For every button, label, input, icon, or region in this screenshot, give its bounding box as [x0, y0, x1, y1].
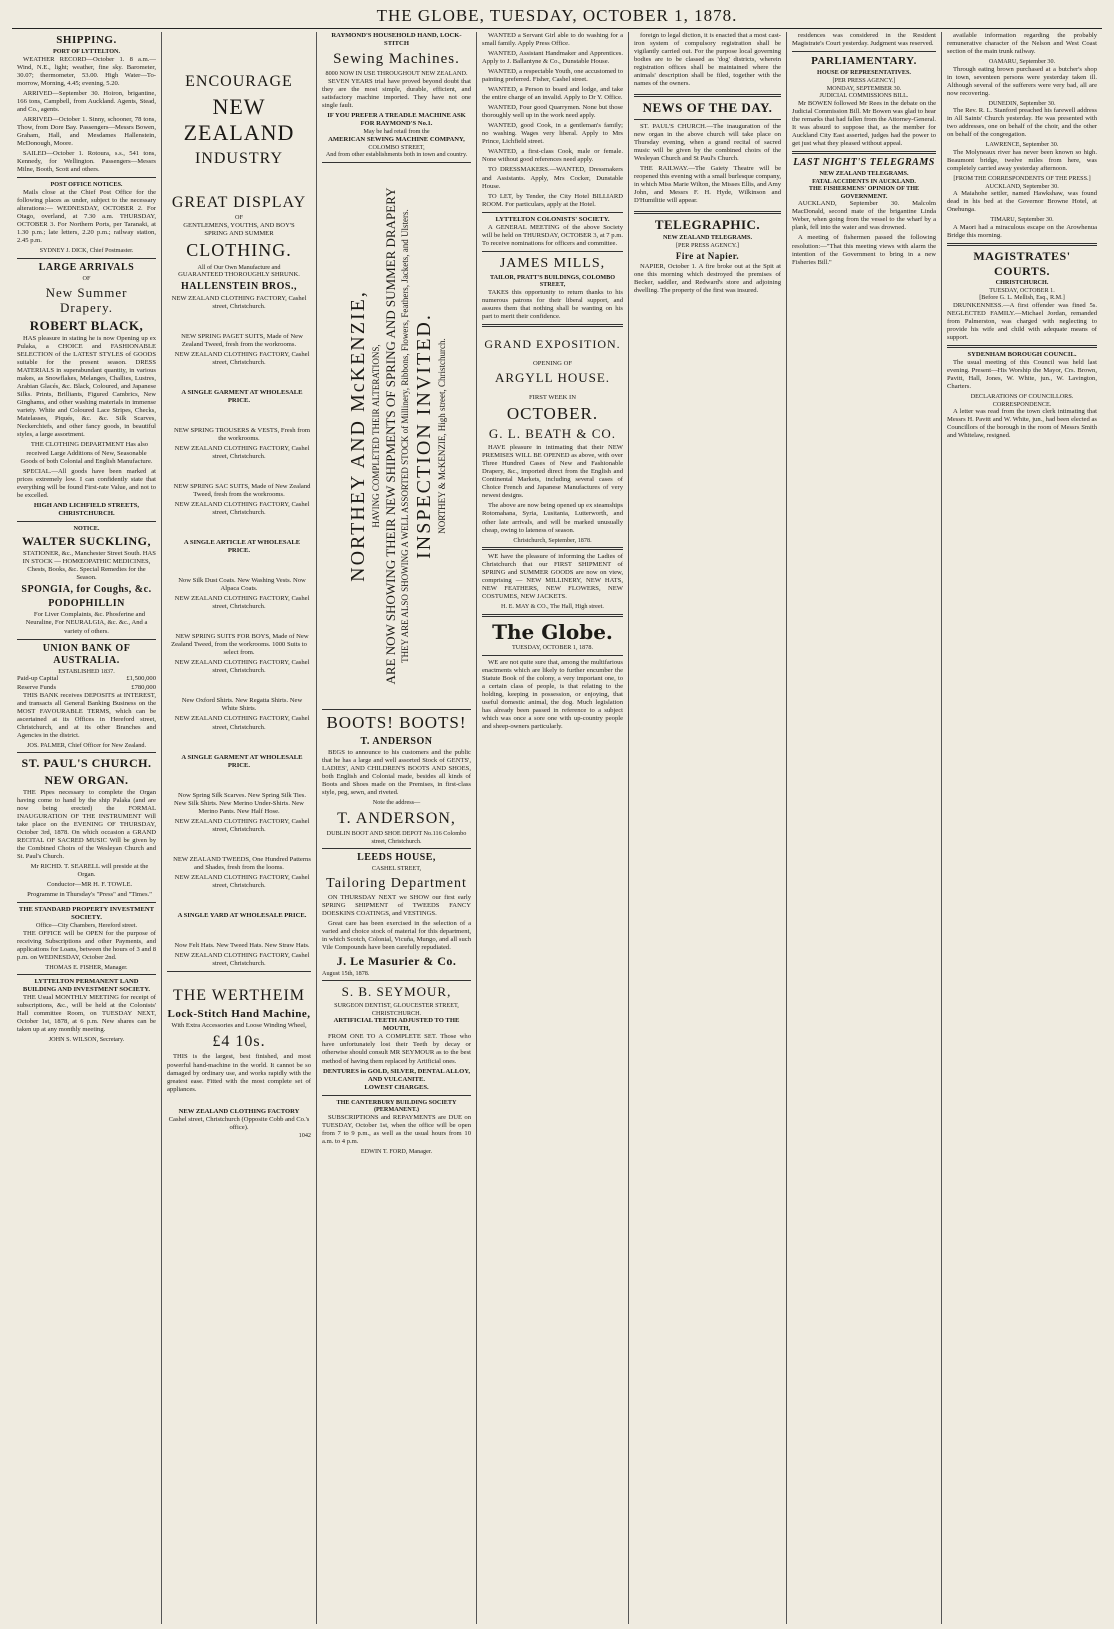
sailed-list: SAILED—October 1. Rotoura, s.s., 541 tons, Kennedy, for Wellington. Passengers—Messrs Milne, Booth, Scott and others.	[17, 150, 156, 174]
inspection-invited: INSPECTION INVITED.	[412, 312, 435, 559]
bank-body: THIS BANK receives DEPOSITS at INTEREST, and transacts all General Banking Business on the MOST FAVOURABLE TERMS, which can be ascertained at its Offices in Hereford street, Christchurch, and at its other Branches and Agencies in the district.	[17, 691, 156, 739]
press-agency: [PER PRESS AGENCY.]	[676, 241, 739, 249]
industry-heading: INDUSTRY	[194, 150, 283, 168]
nz-telegrams: NEW ZEALAND TELEGRAMS.	[663, 234, 752, 242]
robert-black-address: HIGH AND LICHFIELD STREETS, CHRISTCHURCH.	[33, 501, 140, 517]
summer-drapery-heading: New Summer Drapery.	[45, 284, 128, 316]
telegram-body: AUCKLAND, September 30. Malcolm MacDonald, second mate of the brigantine Linda Weber, when going from the vessel to the wharf by a plank, fell into the water and was drowned.	[792, 200, 936, 232]
clothing-item: NEW SPRING TROUSERS & VESTS, Fresh from the workrooms.	[173, 426, 311, 442]
boots-heading: BOOTS! BOOTS!	[326, 712, 467, 732]
argyll-heading: ARGYLL HOUSE.	[494, 369, 611, 385]
mills-body: TAKES this opportunity to return thanks to his numerous patrons for their liberal support, and assures them that nothing shall be wanting on his part to merit their confidence.	[482, 288, 623, 321]
wanted-ad: WANTED, Four good Quarrymen. None but those thoroughly well up in the work need apply.	[482, 104, 623, 120]
fishermen-heading: THE FISHERMENS' OPINION OF THE GOVERNMENT.	[808, 185, 920, 200]
post-office-heading: POST OFFICE NOTICES.	[50, 181, 123, 189]
bank-capital-table: Paid-up Capital £1,500,000 Reserve Funds £780,000	[17, 675, 156, 691]
column-6	[787, 32, 942, 1624]
hallenstein-heading: HALLENSTEIN BROS.,	[181, 281, 297, 293]
parliament-body: Mr BOWEN followed Mr Rees in the debate on the Judicial Commission Bill. Mr Bowen was glad to hear the remarks that had fallen from the Attorney-General. It was absurd to suppose that, as the member for Auckland City East asserted, judges had the power to get just what they pleased without appeal.	[792, 99, 936, 147]
wanted-ad: WANTED, Assistant Handmaker and Apprentices. Apply to J. Ballantyne & Co., Dunstable House.	[482, 50, 623, 66]
news-of-the-day: NEWS OF THE DAY.	[642, 100, 773, 116]
timaru-body: A Maori had a miraculous escape on the Arowhenua Bridge this morning.	[947, 223, 1097, 239]
clothing-item: A SINGLE GARMENT AT WHOLESALE PRICE.	[181, 388, 303, 404]
lawrence-line: LAWRENCE, September 30.	[985, 141, 1059, 149]
cashel-bottom: Cashel street, Christchurch (Opposite Cobb and Co.'s office).	[168, 1115, 310, 1131]
union-bank-heading: UNION BANK OF AUSTRALIA.	[42, 642, 131, 666]
arrived-list: ARRIVED—September 30. Hoiron, brigantine, 166 tons, Campbell, from Auckland. Agents, Stead, and Co., agents.	[17, 90, 156, 114]
clothing-item: A SINGLE YARD AT WHOLESALE PRICE.	[177, 911, 307, 919]
october-heading: OCTOBER.	[506, 403, 599, 423]
masthead-rule	[12, 28, 1102, 29]
dunedin-body: The Rev. R. L. Stanford preached his farewell address in All Saints' Church yesterday. He was presented with two addresses, one on behalf of the choir, and the other on behalf of the congregation.	[947, 107, 1097, 139]
dublin-line: DUBLIN BOOT AND SHOE DEPOT No.116 Colombo street, Christchurch.	[326, 830, 467, 845]
robert-black-body: HAS pleasure in stating he is now Opening up ex Pulaka, a CHOICE and FASHIONABLE SELECTION of the LATEST STYLES of GOODS suitable for the present season. DRESS MATERIALS in superabundant quantity, in various makes, as Snowflakes, Melanges, Challies, Lustres, Arabian Glacés, &c. Black, Coloured, and Japanese Silks. Prints, Brilliants, Figured Cambrics, New Ginghams, and other washing materials in immense variety. White and Coloured Lace Stripes, Checks, Matelasses, Piqués, &c. &c. Silk Scarves, Neckerchiefs, and other fancy goods, in beautiful styles, a large assortment.	[17, 335, 156, 439]
colombo-line: COLOMBO STREET,	[368, 143, 425, 151]
column-5	[629, 32, 787, 1624]
magistrates-body: DRUNKENNESS.—A first offender was fined 5s. NEGLECTED FAMILY.—Michael Jordan, remanded from Palmerston, was charged with neglecting to provide his wife and child with adequate means of support.	[947, 301, 1097, 342]
beath-date: Christchurch, September, 1878.	[513, 536, 592, 544]
sold-line: 8000 NOW IN USE THROUGHOUT NEW ZEALAND.	[325, 70, 468, 78]
wanted-ad: WANTED, good Cook, in a gentleman's family; no washing. Wages very liberal. Apply to Mrs Prince, Lichfield street.	[482, 122, 623, 146]
leader-body: WE are not quite sure that, among the multifarious enactments which are likely to further encumber the Statute Book of the colony, a very important one, to a certain class of people, is that relating to the holding, keeping in possession, or enjoying, that useful domestic animal, the dog. Much legislation has already been passed in reference to a subject which was once a sore one with up-country people and sheep-owners particularly.	[482, 658, 623, 731]
wanted-ad: WANTED, a respectable Youth, one accustomed to painting preferred. Fisher, Cashel street.	[482, 68, 623, 84]
may-sign: H. E. MAY & CO., The Hall, High street.	[501, 603, 604, 611]
great-display-heading: GREAT DISPLAY	[171, 193, 307, 211]
dentures-line: DENTURES in GOLD, SILVER, DENTAL ALLOY, AND VULCANITE.	[322, 1067, 471, 1083]
fire-body: NAPIER, October 1. A fire broke out at the Spit at one this morning which destroyed the premises of Becker, saddler, and Redward's store and adjoining dwelling. The property of the first was insured.	[634, 263, 781, 295]
monday-line: MONDAY, SEPTEMBER 30.	[826, 84, 902, 92]
established-line: ESTABLISHED 1837.	[58, 667, 115, 675]
walter-suckling-sub: STATIONER, &c., Manchester Street South. HAS IN STOCK — HOMŒOPATHIC MEDICINES, Chests, Books, &c. Special Remedies for the Season.	[22, 549, 156, 582]
canterbury-heading: THE CANTERBURY BUILDING SOCIETY (PERMANENT.)	[336, 1098, 457, 1114]
surgeon-line: SURGEON DENTIST, GLOUCESTER STREET, CHRISTCHURCH.	[334, 1002, 459, 1017]
clothing-item: NEW ZEALAND TWEEDS, One Hundred Patterns and Shades, fresh from the looms.	[173, 855, 311, 871]
leeds-heading: LEEDS HOUSE,	[357, 852, 436, 864]
boots-body: BEGS to announce to his customers and the public that he has a large and well assorted Stock of GENTS', LADIES', AND CHILDREN'S BOOTS AND SHOES, both English and Colonial made, besides all kinds of Boots and Shoes made on the Premises, in first-class style, peg, sewn, and riveted.	[322, 748, 471, 796]
cashel-line: CASHEL STREET,	[371, 865, 422, 873]
spongia-line: SPONGIA, for Coughs, &c.	[21, 584, 152, 596]
clothing-items: NEW SPRING PAGET SUITS, Made of New Zealand Tweed, fresh from the workrooms. NEW ZEALAND CLOTHING FACTORY, Cashel street, Christchurch. A SINGLE GARMENT AT WHOLESALE PRICE. NEW SPRING TROUSERS & VESTS, Fresh from the workrooms. NEW ZEALAND CLOTHING FACTORY, Cashel street, Christchurch. NEW SPRING SAC SUITS, Made of New Zealand Tweed, fresh from the workrooms. NEW ZEALAND CLOTHING FACTORY, Cashel street, Christchurch. A SINGLE ARTICLE AT WHOLESALE PRICE. Now Silk Dust Coats. New Washing Vests. Now Alpaca Coats. NEW ZEALAND CLOTHING FACTORY, Cashel street, Christchurch. NEW SPRING SUITS FOR BOYS, Made of New Zealand Tweed, from the workrooms. 1000 Suits to select from. NEW ZEALAND CLOTHING FACTORY, Cashel street, Christchurch. New Oxford Shirts. New Regatta Shirts. New White Shirts. NEW ZEALAND CLOTHING FACTORY, Cashel street, Christchurch. A SINGLE GARMENT AT WHOLESALE PRICE. Now Spring Silk Scarves. New Spring Silk Ties. New Silk Shirts. New Merino Under-Shirts. New Merino Pants. New Half Hose. NEW ZEALAND CLOTHING FACTORY, Cashel street, Christchurch. NEW ZEALAND TWEEDS, One Hundred Patterns and Shades, fresh from the looms. NEW ZEALAND CLOTHING FACTORY, Cashel street, Christchurch. A SINGLE YARD AT WHOLESALE PRICE. Now Felt Hats. New Tweed Hats. New Straw Hats. NEW ZEALAND CLOTHING FACTORY, Cashel street, Christchurch.	[167, 333, 311, 968]
weather-record: WEATHER RECORD—October 1. 8 a.m.—Wind, N.E., light; weather, fine sky. Barometer, 30.07; thermometer, 53.00. High Water—To-morrow, Morning, 4.45; evening, 5.20.	[17, 55, 156, 88]
aug-line: August 15th, 1878.	[322, 969, 370, 977]
clothing-item: NEW SPRING PAGET SUITS, Made of New Zealand Tweed, fresh from the workrooms.	[181, 332, 303, 348]
standard-body: THE OFFICE will be OPEN for the purpose of receiving Subscriptions and other Payments, and applications for Loans, between the hours of 3 and 8 p.m. on WEDNESDAY, October 2nd.	[17, 929, 156, 961]
standard-sub: Office—City Chambers, Hereford street.	[35, 922, 138, 930]
magistrates-heading: MAGISTRATES' COURTS.	[973, 248, 1071, 278]
correspondence-line: CORRESPONDENCE.	[992, 400, 1052, 408]
shipping-heading: SHIPPING.	[56, 34, 117, 46]
tuesday-line: TUESDAY, OCTOBER 1.	[989, 286, 1055, 294]
walter-suckling-heading: WALTER SUCKLING,	[22, 534, 151, 549]
podophillin-line: PODOPHILLIN	[48, 598, 125, 610]
lock-stitch-heading: Lock-Stitch Hand Machine,	[167, 1007, 311, 1020]
telegram-body-2: A meeting of fishermen passed the following resolution:—"That this meeting views with alarm the intention of the Government to bring in a new Fisheries Bill."	[792, 234, 936, 266]
declarations-line: DECLARATIONS OF COUNCILLORS.	[970, 393, 1074, 401]
ad-number: 1042	[298, 1131, 311, 1139]
oamaru-body: Through eating brown purchased at a butcher's shop in town, seventeen persons were yesterday taken ill. Although several of the sufferers were very bad, all are now recovering.	[947, 65, 1097, 97]
sewing-heading: Sewing Machines.	[333, 51, 460, 68]
clothing-item: NEW SPRING SAC SUITS, Made of New Zealand Tweed, fresh from the workrooms.	[173, 482, 311, 498]
first-week-line: FIRST WEEK IN	[528, 393, 576, 401]
of-text-2: OF	[235, 214, 243, 222]
raymond-heading: RAYMOND'S HOUSEHOLD HAND, LOCK-STITCH	[331, 32, 462, 48]
seymour-heading: S. B. SEYMOUR,	[341, 984, 452, 1000]
globe-date: TUESDAY, OCTOBER 1, 1878.	[511, 644, 594, 652]
post-office-sign: SYDNEY J. DICK, Chief Postmaster.	[39, 247, 134, 255]
auckland-body: A Maiahohe settler, named Hawkshaw, was found dead in his bed at the Governor Browne Hotel, at Onehunga.	[947, 190, 1097, 214]
standard-sign: THOMAS E. FISHER, Manager.	[45, 963, 128, 971]
wanted-ad: WANTED, a first-class Cook, male or female. None without good references need apply.	[482, 148, 623, 164]
nzcf-bottom: NEW ZEALAND CLOTHING FACTORY	[178, 1107, 300, 1115]
arrived-list-2: ARRIVED—October 1. Sinny, schooner, 78 tons, Thow, from Dore Bay. Passengers—Messrs Bowen, Graham, Hall, and Mesdames Hallenstein, McDonough, Moore.	[17, 116, 156, 148]
port-heading: PORT OF LYTTELTON.	[52, 48, 121, 56]
tailoring-body-2: Great care has been exercised in the selection of a varied and choice stock of material for this department, in which Scotch, Colonial, Vicuña, Mungo, and all such Vile Compounds have been carefully repudiated.	[322, 920, 471, 952]
parliamentary-heading: PARLIAMENTARY.	[811, 55, 917, 68]
mills-sub: TAILOR, PRATT'S BUILDINGS, COLOMBO STREET,	[489, 273, 616, 289]
wertheim-price: £4 10s.	[212, 1032, 266, 1050]
of-text: OF	[82, 274, 91, 282]
beath-body: HAVE pleasure in intimating that their NEW PREMISES WILL BE OPENED as above, with over Three Hundred Cases of New and Fashionable Drapery, &c., imported direct from the English and Continental Markets, including several cases of Choice French and Japanese Manufactures of very newest designs.	[482, 444, 623, 500]
fatal-heading: FATAL ACCIDENTS IN AUCKLAND.	[812, 177, 916, 185]
organ-body: THE Pipes necessary to complete the Organ having come to hand by the ship Palaka (and are now being erected) the FORMAL INAUGURATION OF THE INSTRUMENT Will take place on the EVENING OF THURSDAY, October 3rd, 1878. On which occasion a GRAND RECITAL OF SACRED MUSIC Will be given by the Combined Choirs of the Wesleyan Church and St. Paul's Church.	[17, 788, 156, 860]
guaranteed-line: GUARANTEED THOROUGHLY SHRUNK.	[178, 271, 300, 279]
northey-line-2: ARE NOW SHOWING THEIR NEW SHIPMENTS OF SPRING AND SUMMER DRAPERY	[382, 187, 398, 685]
liver-line: For Liver Complaints, &c. Phosferine and Neuraline, For NEURALGIA, &c. &c., And a variety of others.	[25, 611, 148, 635]
column-4	[477, 32, 629, 1624]
wertheim-heading: THE WERTHEIM	[172, 987, 306, 1004]
large-arrivals-heading: LARGE ARRIVALS	[38, 261, 135, 273]
news-body-2: THE RAILWAY.—The Gaiety Theatre will be reopened this evening with a small burlesque company, in which Miss Marie Wilton, the Misses Ellis, and Amy John, and Messrs F. H. Hyde, Wilkinson and D'Humilitie will appear.	[634, 165, 781, 205]
accessories-line: With Extra Accessories and Loose Winding Wheel,	[171, 1021, 307, 1029]
fire-heading: Fire at Napier.	[675, 251, 740, 262]
column-3	[317, 32, 477, 1624]
lcs-heading: LYTTELTON COLONISTS' SOCIETY.	[495, 215, 610, 223]
newspaper-page	[12, 32, 1102, 1624]
clothing-item: A SINGLE ARTICLE AT WHOLESALE PRICE.	[183, 539, 301, 555]
wanted-ads	[482, 32, 623, 209]
christchurch-line: CHRISTCHURCH.	[995, 279, 1049, 287]
leader-continued: foreign to legal diction, it is enacted that a most cast-iron system of compulsory registration shall be vigilantly carried out. For the purpose local governing bodies are to be classed as 'dog' districts, wherein registration offices shall be maintained where the animals' description shall be filed, together with the names of the owners.	[634, 32, 781, 88]
organist-line: Mr RICHD. T. SEARELL will preside at the Organ.	[30, 862, 149, 878]
house-heading: HOUSE OF REPRESENTATIVES.	[817, 69, 911, 77]
artificial-line: ARTIFICIAL TEETH ADJUSTED TO THE MOUTH,	[333, 1017, 460, 1033]
lcs-body: A GENERAL MEETING of the above Society will be held on THURSDAY, OCTOBER 3, at 7 p.m. To receive nominations for officers and committee.	[482, 223, 623, 247]
clothing-dept: THE CLOTHING DEPARTMENT Has also received Large Additions of New, Seasonable Goods of both Colonial and English Manufacture.	[20, 441, 153, 465]
retail-line: May be had retail from the	[363, 128, 430, 136]
nz-telegrams-2: NEW ZEALAND TELEGRAMS.	[819, 170, 909, 178]
northey-mckenzie-ad	[322, 166, 471, 706]
telegraphic-heading: TELEGRAPHIC.	[654, 217, 761, 233]
tailoring-body: ON THURSDAY NEXT we SHOW our first early SPRING SHIPMENT of TWEEDS FANCY DOESKINS COATINGS, and VESTINGS.	[322, 893, 471, 918]
wanted-ad: WANTED a Servant Girl able to do washing for a small family. Apply Press Office.	[482, 32, 623, 48]
nzcf-line: NEW ZEALAND CLOTHING FACTORY, Cashel street, Christchurch.	[171, 294, 307, 310]
anderson-heading-2: T. ANDERSON,	[337, 809, 456, 827]
all-own-line: All of Our Own Manufacture and	[197, 263, 281, 271]
timaru-line: TIMARU, September 30.	[990, 216, 1054, 224]
may-body: WE have the pleasure of informing the Ladies of Christchurch that our FIRST SHIPMENT of SPRING and SUMMER GOODS are now on view, comprising — NEW MILLINERY, NEW HATS, NEW FEATHERS, NEW FLOWERS, NEW COSTUMES, NEW JACKETS.	[482, 553, 623, 601]
press-agency-2: [PER PRESS AGENCY.]	[832, 77, 896, 85]
lawrence-body: The Molyneaux river has never been known so high. Beaumont bridge, twelve miles from here, was completely carried away yesterday afternoon.	[947, 149, 1097, 173]
clothing-item: New Oxford Shirts. New Regatta Shirts. New White Shirts.	[181, 697, 303, 713]
column-7	[942, 32, 1102, 1624]
tailoring-heading: Tailoring Department	[326, 875, 467, 891]
auckland-line: [FROM THE CORRESPONDENTS OF THE PRESS.] AUCKLAND, September 30.	[953, 175, 1091, 190]
spring-summer-line: SPRING AND SUMMER	[204, 229, 274, 237]
st-pauls-heading: ST. PAUL'S CHURCH.	[21, 756, 152, 771]
col6-top: residences was considered in the Resident Magistrate's Court yesterday. Judgment was reserved.	[792, 32, 936, 48]
new-organ-heading: NEW ORGAN.	[44, 772, 129, 787]
clothing-item: Now Spring Silk Scarves. New Spring Silk Ties. New Silk Shirts. New Merino Under-Shirts. New Merino Pants. New Half Hose.	[174, 791, 307, 815]
mills-heading: JAMES MILLS,	[499, 255, 606, 271]
sydenham-body: The usual meeting of this Council was held last evening. Present—His Worship the Mayor, Crs. Brown, Pavitt, Hall, Jones, W. White, jun., W. Lavington, Charters.	[947, 359, 1097, 391]
canterbury-body: SUBSCRIPTIONS and REPAYMENTS are DUE on TUESDAY, October 1st, when the office will be open from 7 to 9 p.m., as well as the usual hours from 10 a.m. to 4 p.m.	[322, 1113, 471, 1145]
clothing-item: Now Felt Hats. New Tweed Hats. New Straw Hats.	[174, 941, 310, 949]
newspaper-masthead: THE GLOBE, TUESDAY, OCTOBER 1, 1878.	[376, 6, 738, 25]
last-night-heading: LAST NIGHT'S TELEGRAMS	[793, 156, 935, 168]
programme-line: Programme in Thursday's "Press" and "Times."	[27, 890, 152, 898]
standard-heading: THE STANDARD PROPERTY INVESTMENT SOCIETY.	[18, 905, 155, 921]
post-office-body: Mails close at the Chief Post Office for the following places as under, subject to the necessary alterations:— WEDNESDAY, OCTOBER 2. For Otago, overland, at 7.30 a.m. THURSDAY, OCTOBER 3. For Northern Ports, per Taranaki, at 1.30 p.m.; late letters, 2.20 p.m.; railway station, 2.45 p.m.	[17, 188, 156, 245]
special-notice: SPECIAL.—All goods have been marked at prices extremely low. I can confidently state that everything will be found First-rate Value, and not to be excelled.	[17, 467, 156, 499]
the-globe-title: The Globe.	[492, 619, 613, 644]
robert-black-heading: ROBERT BLACK,	[29, 318, 144, 334]
canterbury-sign: EDWIN T. FORD, Manager.	[360, 1147, 433, 1155]
wanted-ad: TO DRESSMAKERS.—WANTED, Dressmakers and Assistants. Apply, Mrs Cocker, Dunstable House.	[482, 166, 623, 190]
seymour-body: FROM ONE TO A COMPLETE SET. Those who have unfortunately lost their Teeth by decay or otherwise should consult MR SEYMOUR as to the best method of having them replaced by Artificial ones.	[322, 1033, 471, 1065]
beath-heading: G. L. BEATH & CO.	[488, 426, 617, 442]
lyttelton-perm-body: THE Usual MONTHLY MEETING for receipt of subscriptions, &c., will be held at the Colonists' Hall committee Room, on TUESDAY NEXT, October 1st, 1878, at 6 p.m. New shares can be taken up at any monthly meeting.	[17, 994, 156, 1034]
news-body: ST. PAUL'S CHURCH.—The inauguration of the new organ in the above church will take place on Thursday evening, when a grand recital of sacred music will be given by the combined choirs of the Wesleyan Church and St Paul's Church.	[634, 123, 781, 163]
encourage-heading: ENCOURAGE	[185, 73, 293, 90]
gents-line: GENTLEMENS, YOUTHS, AND BOY'S	[183, 221, 295, 229]
notice-heading: NOTICE.	[73, 524, 100, 532]
american-heading: AMERICAN SEWING MACHINE COMPANY,	[328, 135, 465, 143]
column-1	[12, 32, 162, 1624]
dunedin-line: DUNEDIN, September 30.	[988, 99, 1056, 107]
sydenham-heading: SYDENHAM BOROUGH COUNCIL.	[967, 351, 1077, 359]
wanted-ad: TO LET, by Tender, the City Hotel BILLIARD ROOM. For particulars, apply at the Hotel.	[482, 192, 623, 208]
judicial-line: JUDICIAL COMMISSIONS BILL.	[819, 92, 909, 100]
northey-address: NORTHEY & McKENZIE, High street, Christchurch.	[436, 338, 447, 534]
conductor-line: Conductor—MR H. F. TOWLE.	[46, 880, 133, 888]
col7-top: available information regarding the probably remunerative character of the Nelson and West Coast section of the main trunk railway.	[947, 32, 1097, 56]
bank-sign: JOS. PALMER, Chief Officer for New Zealand.	[26, 741, 147, 749]
and-from-line: And from other establishments both in town and country.	[325, 151, 468, 159]
grand-exposition: GRAND EXPOSITION.	[484, 337, 621, 352]
clothing-item: NEW SPRING SUITS FOR BOYS, Made of New Zealand Tweed, from the workrooms. 1000 Suits to select from.	[171, 633, 309, 657]
oamaru-line: OAMARU, September 30.	[988, 58, 1056, 66]
before-line: [Before G. L. Mellish, Esq., R.M.]	[979, 294, 1065, 302]
northey-line-3: THEY ARE ALSO SHOWING A WELL ASSORTED STOCK of Millinery, Ribbons, Flowers, Feathers, Jackets, and Ulsters.	[399, 209, 410, 663]
beath-body-2: The above are now being opened up ex steamships Rotomahana, Syria, Lusitania, Lutterworth, and other late arrivals, and will be marked unusually cheap, owing to lateness of season.	[482, 502, 623, 534]
anderson-heading: T. ANDERSON	[360, 735, 433, 747]
lyttelton-perm-heading: LYTTELTON PERMANENT LAND BUILDING AND INVESTMENT SOCIETY.	[22, 978, 151, 994]
clothing-item: Now Silk Dust Coats. New Washing Vests. Now Alpaca Coats.	[178, 577, 306, 593]
sewing-body: SEVEN YEARS trial have proved beyond doubt that they are the most simple, durable, efficient, and satisfactory machine imported. They have not one single fault.	[322, 77, 471, 110]
lemesurier-heading: J. Le Masurier & Co.	[336, 954, 457, 969]
wanted-ad: WANTED, a Person to board and lodge, and take the entire charge of an invalid. Apply to Dr Y. Office.	[482, 86, 623, 102]
northey-heading: NORTHEY AND McKENZIE,	[346, 289, 369, 582]
column-2	[162, 32, 317, 1624]
clothing-heading: CLOTHING.	[186, 239, 292, 260]
clothing-item: A SINGLE GARMENT AT WHOLESALE PRICE.	[181, 753, 303, 769]
northey-line-1: HAVING COMPLETED THEIR ALTERATIONS,	[370, 344, 381, 528]
wertheim-body: THIS is the largest, best finished, and most powerful hand-machine in the world. It cannot be so damaged by ordinary use, and works rapidly with the greatest ease. Fitted with the most complete set of appliances.	[167, 1053, 311, 1093]
note-address: Note the address—	[372, 798, 421, 806]
treadle-line: IF YOU PREFER A TREADLE MACHINE ASK FOR RAYMOND'S No.1.	[327, 112, 466, 128]
new-zealand-heading: NEW ZEALAND	[183, 93, 295, 146]
lowest-line: LOWEST CHARGES.	[364, 1083, 429, 1091]
opening-line: OPENING OF	[532, 359, 572, 367]
sydenham-body-2: A letter was read from the town clerk intimating that Messrs H. Pavitt and W. White, jun., had been elected as Councillors of the borough in the room of Messrs Smith and Whitelaw, resigned.	[947, 408, 1097, 440]
lyttelton-perm-sign: JOHN S. WILSON, Secretary.	[48, 1036, 125, 1044]
